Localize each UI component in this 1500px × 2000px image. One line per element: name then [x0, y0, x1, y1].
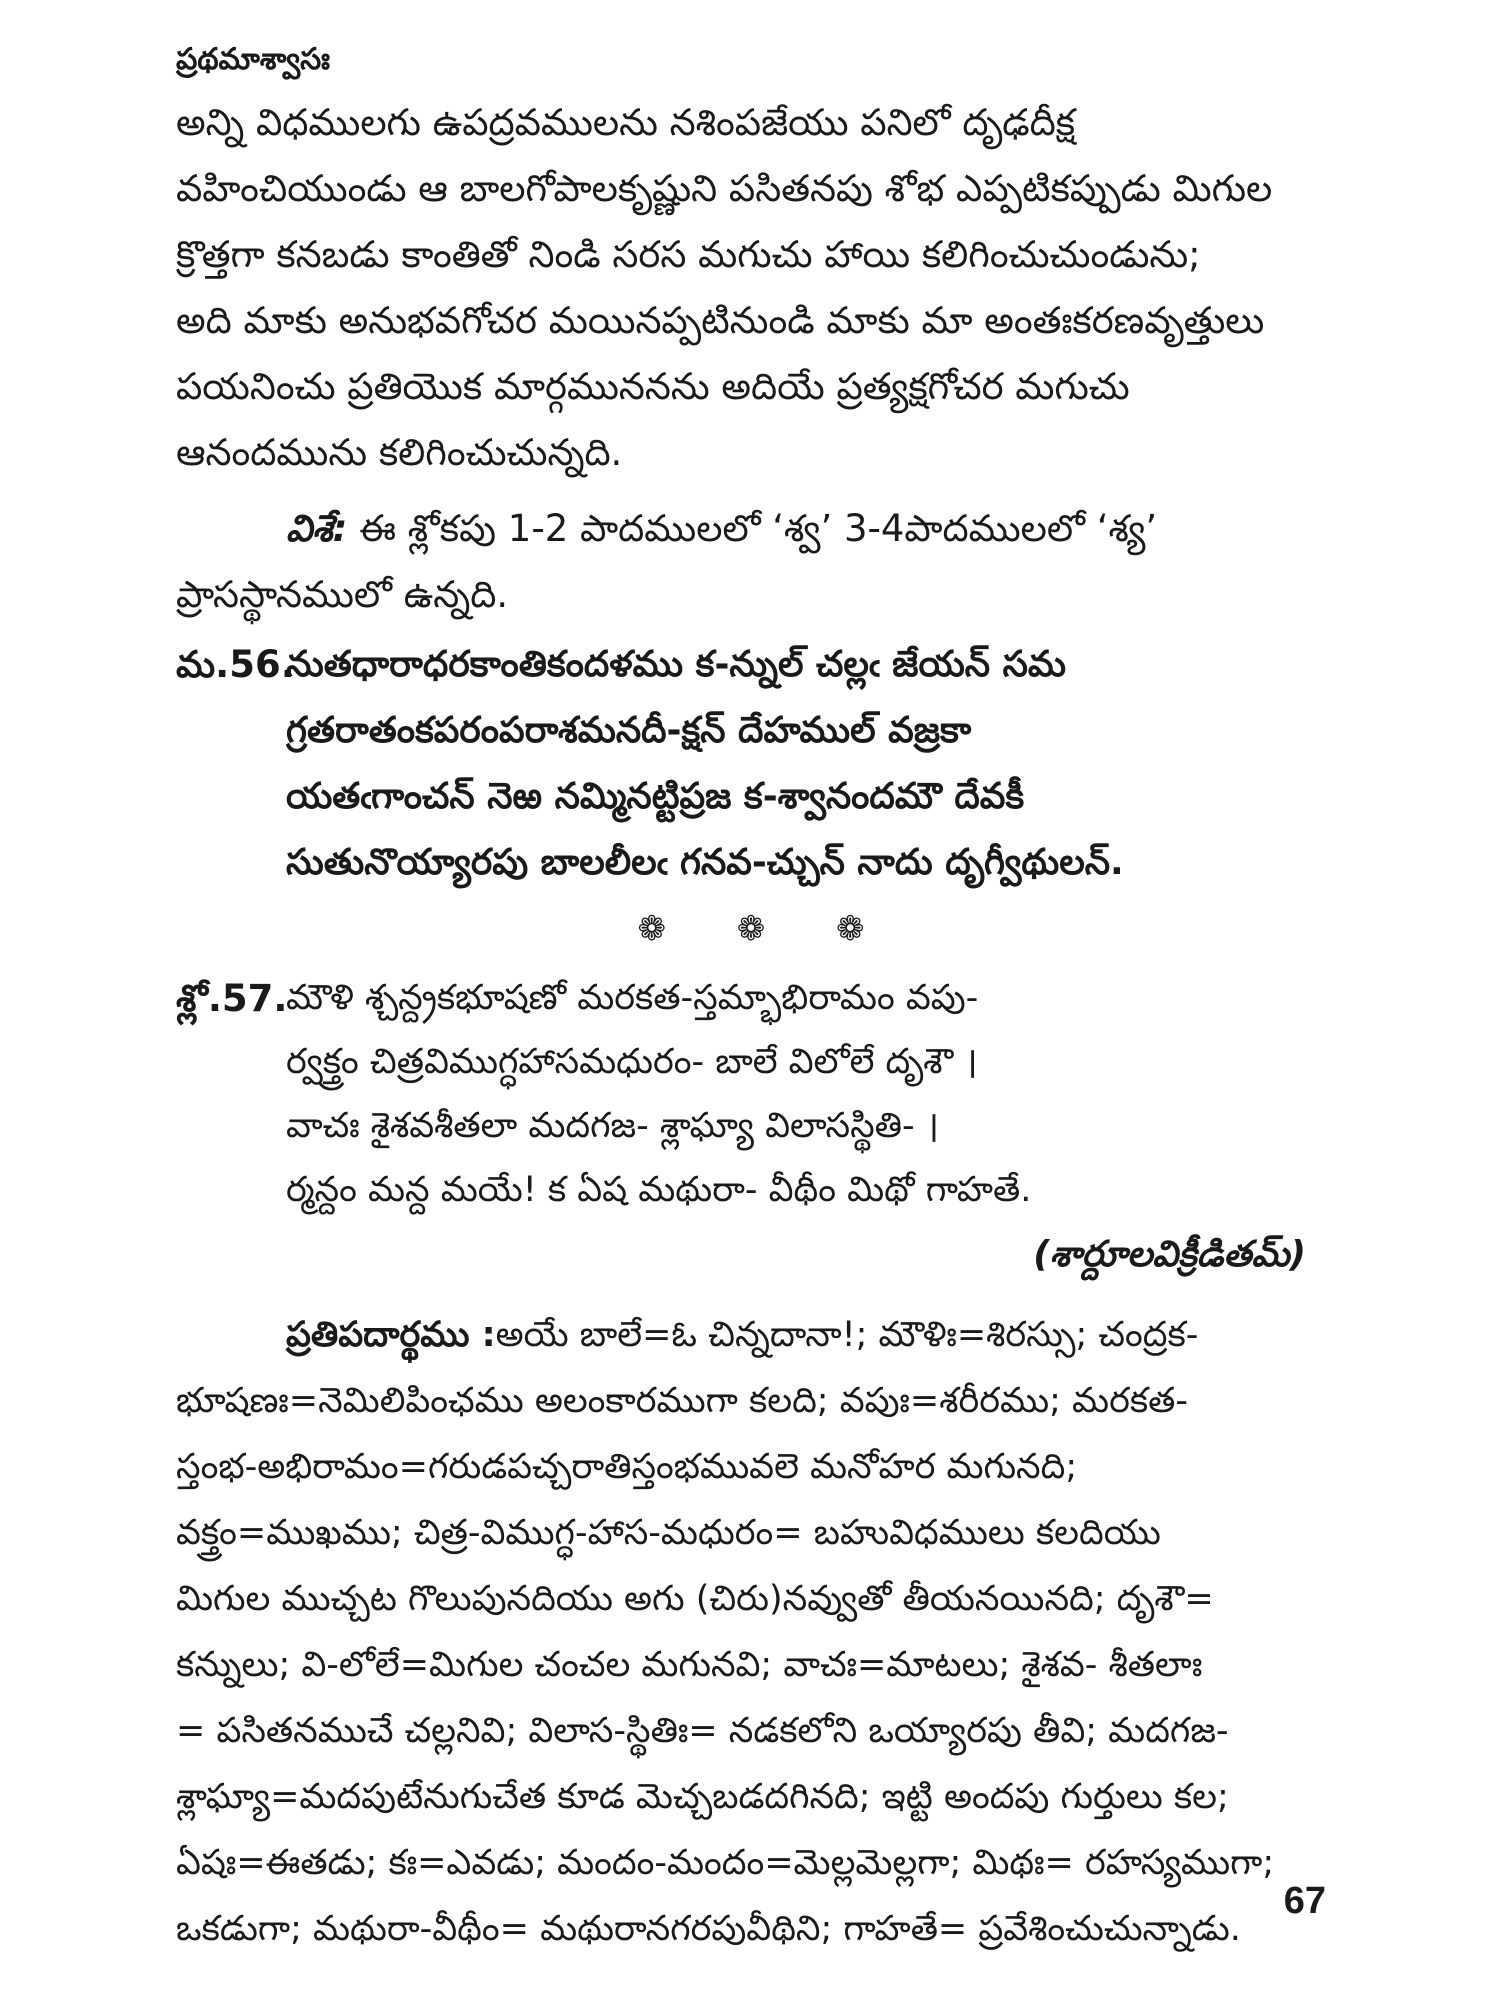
running-head: ప్రథమాశ్వాసః: [176, 42, 331, 77]
meaning-line: వక్త్రం=ముఖము; చిత్ర-విముగ్ధ-హాస-మధురం= బహువిధములు కలదియు: [176, 1513, 1161, 1553]
note-line: [176, 496, 1326, 562]
verse-line: సుతునొయ్యారపు బాలలీలఁ గనవ-చ్చున్ నాదు దృగ్వీథులన్.: [286, 842, 1124, 883]
meaning-line: భూషణః=నెమిలిపింఛము అలంకారముగా కలది; వపుః=శరీరము; మరకత-: [176, 1381, 1188, 1421]
meaning-line: ఏషః=ఈతడు; కః=ఎవడు; మందం-మందం=మెల్లమెల్లగా; మిథః= రహస్యముగా;: [176, 1843, 1275, 1883]
meaning-line: [176, 1302, 1326, 1368]
sloka-57-label: శ్లో.57.: [176, 977, 288, 1020]
meaning-text: అయే బాలే=ఓ చిన్నదానా!; మౌళిః=శిరస్సు; చంద్రక-: [495, 1315, 1199, 1355]
note-label: విశే:: [286, 507, 348, 550]
meter-name: (శార్దూలవిక్రీడితమ్): [1033, 1234, 1306, 1275]
note-line: ప్రాసస్థానములో ఉన్నది.: [176, 573, 509, 616]
meaning-label: ప్రతిపదార్థము :: [286, 1315, 496, 1355]
prose-paragraph: [176, 90, 1326, 486]
verse-56-lines: [286, 632, 1326, 896]
book-page: [176, 40, 1326, 1980]
meaning-line: = పసితనముచే చల్లనివి; విలాస-స్థితిః= నడకలోని ఒయ్యారపు తీవి; మదగజ-: [176, 1711, 1229, 1751]
sloka-57-lines: [286, 966, 1326, 1222]
word-meaning-section: [176, 1302, 1326, 1962]
verse-56-label: మ.56.: [176, 643, 295, 686]
verse-56: [176, 632, 1326, 896]
note-text: ఈ శ్లోకపు 1-2 పాదములలో ‘శ్వ’ 3-4పాదములలో ‘శ్య’: [347, 507, 1158, 550]
section-ornament: ❁ ❁ ❁: [637, 909, 895, 949]
page-number: 67: [1283, 1880, 1326, 1922]
sloka-line: వాచః శైశవశీతలా మదగజ- శ్లాఘ్యా విలాసస్థితి- ।: [286, 1106, 940, 1146]
meaning-line: స్తంభ-అభిరామం=గరుడపచ్చరాతిస్తంభమువలె మనోహర మగునది;: [176, 1447, 1078, 1487]
verse-line: గ్రతరాతంకపరంపరాశమనదీ-క్షన్ దేహముల్ వజ్రకా: [286, 710, 972, 751]
sloka-57: [176, 966, 1326, 1222]
meaning-line: ఒకడుగా; మథురా-వీథీం= మథురానగరపువీథిని; గాహతే= ప్రవేశించుచున్నాడు.: [176, 1909, 1241, 1949]
meaning-line: శ్లాఘ్యా=మదపుటేనుగుచేత కూడ మెచ్చబడదగినది; ఇట్టి అందపు గుర్తులు కల;: [176, 1777, 1229, 1817]
prose-line: అది మాకు అనుభవగోచర మయినప్పటినుండి మాకు మా అంతఃకరణవృత్తులు: [176, 299, 1265, 342]
prose-line: వహించియుండు ఆ బాలగోపాలకృష్ణుని పసితనపు శోభ ఎప్పటికప్పుడు మిగుల: [176, 167, 1273, 210]
sloka-line: ర్వక్త్రం చిత్రవిముగ్ధహాసమధురం- బాలే విలోలే దృశౌ ।: [286, 1042, 978, 1082]
prose-line: పయనించు ప్రతియొక మార్గముననను అదియే ప్రత్యక్షగోచర మగుచు: [176, 365, 1130, 408]
prose-line: క్రొత్తగా కనబడు కాంతితో నిండి సరస మగుచు హాయి కలిగించుచుండును;: [176, 233, 1201, 276]
prose-line: ఆనందమును కలిగించుచున్నది.: [176, 431, 623, 474]
prose-line: అన్ని విధములగు ఉపద్రవములను నశింపజేయు పనిలో దృఢదీక్ష: [176, 101, 1076, 144]
verse-line: యతఁగాంచన్ నెఱ నమ్మినట్టిప్రజ క-శ్వానందమౌ దేవకీ: [286, 776, 1025, 817]
meaning-line: కన్నులు; వి-లోలే=మిగుల చంచల మగునవి; వాచః=మాటలు; శైశవ- శీతలాః: [176, 1645, 1203, 1685]
verse-line: నుతధారాధరకాంతికందళము క-న్నుల్ చల్లఁ జేయన్ సమ: [286, 644, 1066, 685]
sloka-line: మౌళి శ్చన్ద్రకభూషణో మరకత-స్తమ్భాభిరామం వపు-: [286, 978, 979, 1018]
meaning-line: మిగుల ముచ్చట గొలుపునదియు అగు (చిరు)నవ్వుతో తీయనయినది; దృశౌ=: [176, 1579, 1214, 1619]
note-paragraph: [176, 496, 1326, 628]
sloka-line: ర్మన్దం మన్ద మయే! క ఏష మథురా- వీథీం మిథో గాహతే.: [286, 1170, 1032, 1210]
